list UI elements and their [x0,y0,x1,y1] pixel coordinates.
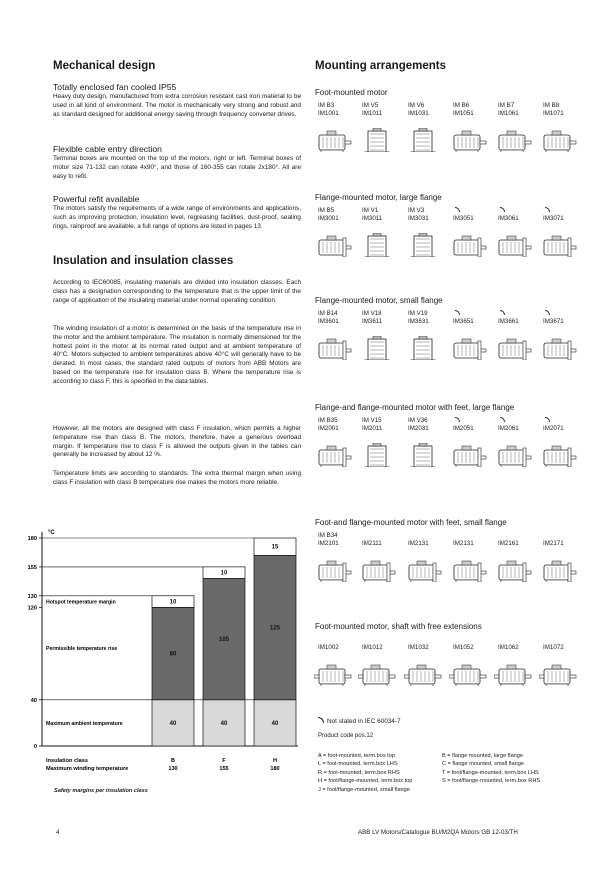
category-label: B [170,758,176,764]
not-stated-icon [455,417,460,422]
series-label: Permissible temperature rise [46,645,118,652]
refit-text: The motors satisfy the requirements of a wide range of environments and applications, such as improving protection, insulation level, regreasing facilities, dust-proof, sealing rings, rainproof are available, a full range of options are listed in pages 13. [53,205,301,230]
mounting-im-code: IM1011 [362,110,383,118]
motor-mounting-icon [404,128,442,152]
motor-mounting-icon [539,662,577,686]
mounting-code-label [408,207,429,224]
winding-temperature-label: 180 [270,766,280,772]
not-stated-text: Not stated in IEC 60034-7 [327,718,401,725]
mounting-code-label [362,310,382,327]
mounting-standard-code [408,532,429,540]
mounting-code-label [498,417,519,434]
mounting-standard-code [543,207,564,215]
mounting-im-code: IM2131 [408,540,429,548]
mounting-standard-code [543,417,564,425]
mounting-code-label [498,636,519,653]
motor-mounting-icon [449,443,487,467]
insulation-temperature-chart [28,514,310,776]
mounting-im-code: IM2051 [453,425,474,433]
mounting-im-code: IM2001 [318,425,339,433]
motor-mounting-icon [314,128,352,152]
mounting-code-label [362,636,383,653]
mounting-standard-code: IM V3 [408,207,425,214]
bar-value-label: 40 [220,720,228,727]
mechanical-design-title: Mechanical design [53,60,156,72]
motor-mounting-icon [539,443,577,467]
motor-mounting-icon [314,443,352,467]
not-stated-marker-icon [318,717,324,723]
motor-mounting-icon [358,336,396,360]
mounting-code-label [543,207,564,224]
mounting-code-label [362,102,382,119]
mounting-code-label [318,636,339,653]
mounting-code-label [362,417,382,434]
mounting-standard-code: IM B35 [318,417,338,424]
mounting-standard-code: IM V36 [408,417,428,424]
mounting-standard-code [408,636,429,644]
not-stated-icon [455,310,460,315]
motor-mounting-icon [358,558,396,582]
mounting-im-code: IM1051 [453,110,474,118]
y-tick-label: 0 [33,744,37,750]
motor-mounting-icon [449,128,487,152]
mounting-standard-code [362,636,383,644]
mounting-im-code: IM3611 [362,318,383,326]
motor-mounting-icon [358,443,396,467]
y-axis-unit: °C [48,530,55,536]
mounting-standard-code [453,417,474,425]
insulation-para-4: Temperature limits are according to standards. The extra thermal margin when using class F insulation with class B temperature rise makes the motors more reliable. [53,470,301,486]
motor-mounting-icon [494,336,532,360]
mounting-standard-code: IM B14 [318,310,338,317]
mounting-im-code: IM3631 [408,318,429,326]
mounting-code-label [362,532,382,549]
bar-value-label: 40 [169,720,177,727]
category-label: F [222,758,226,764]
legend-item: R = foot-mounted, term.box RHS [318,769,400,776]
motor-mounting-icon [494,128,532,152]
mounting-section-title: Foot-and flange-mounted motor with feet, small flange [315,518,507,527]
mounting-standard-code: IM B3 [318,102,335,109]
mounting-code-label [498,532,519,549]
winding-temperature-label: 155 [219,766,229,772]
mounting-standard-code [453,532,474,540]
mounting-code-label [318,207,339,224]
y-tick-label: 40 [30,697,37,704]
motor-mounting-icon [539,336,577,360]
mounting-section-title: Foot-mounted motor, shaft with free extensions [315,622,482,631]
motor-mounting-icon [314,558,352,582]
legend-item: J = foot/flange-mounted, small flange [318,786,410,793]
legend-item: A = foot-mounted, term.box top [318,753,395,759]
mounting-standard-code [453,636,474,644]
mounting-standard-code: IM V1 [362,207,379,214]
mounting-standard-code: IM V5 [362,102,379,109]
mounting-im-code: IM3661 [498,318,519,326]
mounting-code-label [498,310,519,327]
insulation-class-row-label: Insulation class [46,758,88,764]
motor-mounting-icon [404,662,442,686]
mounting-code-label [318,417,339,434]
mounting-code-label [543,310,564,327]
mounting-code-label [453,207,474,224]
bar-value-label: 125 [269,625,281,632]
refit-subtitle: Powerful refit available [53,194,140,204]
legend-item: H = foot/flange-mounted, term.box top [318,778,413,785]
ip55-text: Heavy duty design, manufactured from extra corrosion resistant cast iron material to be used in all kind of environment. The motor is mechanically very strong and robust and as standard designed for additional energy saving through frequency converter drives. [53,93,301,118]
mounting-code-label [543,417,564,434]
mounting-standard-code [543,636,564,644]
mounting-im-code: IM1071 [543,110,564,118]
series-label: Hotspot temperature margin [46,599,116,606]
mounting-code-label [498,207,519,224]
mounting-standard-code [453,207,474,215]
legend-item: B = flange mounted, large flange [442,753,524,759]
not-stated-icon [455,207,460,212]
motor-mounting-icon [404,336,442,360]
mounting-standard-code [498,636,519,644]
catalog-reference: ABB LV Motors/Catalogue BU/M2QA Motors GB 12-03/TH [358,829,518,836]
mounting-section-title: Flange-mounted motor, small flange [315,296,443,305]
mounting-code-label [408,102,429,119]
mounting-standard-code [318,636,339,644]
series-label: Maximum ambient temperature [46,720,123,727]
legend-item: C = flange mounted, small flange [442,761,524,768]
mounting-im-code: IM3071 [543,215,564,223]
mounting-im-code: IM1031 [408,110,429,118]
mounting-code-label [453,636,474,653]
mounting-standard-code [362,532,382,540]
mounting-code-label [408,636,429,653]
motor-mounting-icon [494,443,532,467]
motor-mounting-icon [314,233,352,257]
mounting-section-title: Flange-mounted motor, large flange [315,193,442,202]
legend-col-1 [318,752,412,794]
insulation-para-1: According to IEC60085, insulating materials are divided into insulation classes. Each class has a designation corresponding to the temperature that is the upper limit of the range of application of the insulating material under normal operating condition. [53,279,301,304]
legend-item: L = foot-mounted, term.box LHS [318,761,398,768]
mounting-im-code: IM2061 [498,425,519,433]
mounting-section-title: Flange-and flange-mounted motor with feet, large flange [315,403,515,412]
mounting-im-code: IM3601 [318,318,339,326]
motor-mounting-icon [449,558,487,582]
insulation-para-3: However, all the motors are designed with class F insulation, which permits a higher temperature rise than class B. The motors, therefore, have a generous overload margin. If temperature rise to class F is allowed the outputs given in the tables can generally be increased by about 12 %. [53,425,301,459]
motor-mounting-icon [404,443,442,467]
mounting-standard-code: IM V18 [362,310,382,317]
not-stated-icon [545,207,550,212]
motor-mounting-icon [314,336,352,360]
insulation-para-2: The winding insulation of a motor is determined on the basis of the temperature rise in the motor and the ambient temperature. The insulation is normally dimensioned for the hottest point in the motor at its normal rated output and at ambient temperature of 40°C. Motors subjected to ambient temperatures above 40°C will generally have to be derated. In most cases, the standard rated outputs of motors from ABB Motors are based on the temperature rise for insulation class B. Where the temperature rise is according to class F, this is specified in the data tables. [53,325,301,385]
mounting-code-label [453,102,474,119]
bar-value-label: 15 [271,544,279,551]
mounting-standard-code: IM V6 [408,102,425,109]
mounting-code-label [453,532,474,549]
mounting-im-code: IM3061 [498,215,519,223]
not-stated-icon [545,310,550,315]
mounting-im-code: IM2031 [408,425,429,433]
mounting-code-label [318,310,339,327]
mounting-code-label [318,102,339,119]
motor-mounting-icon [358,128,396,152]
motor-mounting-icon [494,558,532,582]
not-stated-icon [500,417,505,422]
mounting-im-code: IM2161 [498,540,519,548]
mounting-standard-code [453,310,474,318]
mounting-im-code: IM3001 [318,215,339,223]
mounting-im-code: IM1061 [498,110,519,118]
mounting-code-label [543,532,564,549]
motor-mounting-icon [404,558,442,582]
motor-mounting-icon [449,662,487,686]
mounting-im-code: IM2111 [362,540,382,548]
insulation-title: Insulation and insulation classes [53,255,234,267]
y-tick-label: 155 [28,564,37,571]
max-winding-row-label: Maximum winding temperature [46,766,129,772]
mounting-im-code: IM1052 [453,644,474,652]
mounting-im-code: IM3051 [453,215,474,223]
not-stated-icon [545,417,550,422]
y-tick-label: 180 [28,536,37,542]
y-tick-label: 130 [28,593,37,600]
mounting-standard-code [543,310,564,318]
motor-mounting-icon [449,233,487,257]
not-stated-icon [500,310,505,315]
bar-value-label: 105 [218,637,230,644]
mounting-section-title: Foot-mounted motor [315,88,388,97]
mounting-code-label [498,102,519,119]
mounting-standard-code: IM B34 [318,532,338,539]
mounting-title: Mounting arrangements [315,60,446,72]
bar-value-label: 10 [169,599,177,606]
not-stated-note [318,717,401,725]
motor-mounting-icon [358,233,396,257]
product-code-label: Product code pos.12 [318,733,374,739]
bar-value-label: 10 [220,570,228,577]
mounting-im-code: IM2101 [318,540,339,548]
not-stated-icon [500,207,505,212]
mounting-code-label [318,532,339,549]
mounting-im-code: IM2171 [543,540,564,548]
mounting-code-label [408,532,429,549]
mounting-standard-code: IM V19 [408,310,428,317]
motor-mounting-icon [539,233,577,257]
mounting-standard-code: IM B7 [498,102,515,109]
mounting-im-code: IM2011 [362,425,383,433]
mounting-im-code: IM3651 [453,318,474,326]
motor-mounting-icon [404,233,442,257]
flexible-entry-text: Terminal boxes are mounted on the top of the motors, right or left. Terminal boxes of motor size 71-132 can rotate 4x90°, and those of 160-355 can rotate 2x180°. All are easy to refit. [53,155,301,180]
motor-mounting-icon [358,662,396,686]
mounting-im-code: IM1002 [318,644,339,652]
mounting-standard-code [498,207,519,215]
motor-mounting-icon [539,128,577,152]
mounting-standard-code: IM B8 [543,102,560,109]
legend-item: S = foot/flange-mounted, term.box RHS [442,778,541,785]
mounting-standard-code [498,532,519,540]
mounting-im-code: IM3671 [543,318,564,326]
mounting-code-label [453,417,474,434]
mounting-standard-code [498,310,519,318]
bar-value-label: 80 [169,651,177,658]
mounting-im-code: IM1001 [318,110,339,118]
motor-mounting-icon [494,662,532,686]
legend-item: T = foot/flange-mounted, term.box LHS [442,769,539,776]
mounting-standard-code: IM V15 [362,417,382,424]
ip55-subtitle: Totally enclosed fan cooled IP55 [53,82,177,92]
page-number: 4 [56,829,60,836]
mounting-im-code: IM2071 [543,425,564,433]
mounting-im-code: IM1072 [543,644,564,652]
mounting-standard-code: IM B6 [453,102,470,109]
motor-mounting-icon [449,336,487,360]
winding-temperature-label: 130 [168,766,178,772]
mounting-im-code: IM1062 [498,644,519,652]
mounting-im-code: IM3031 [408,215,429,223]
flexible-entry-subtitle: Flexible cable entry direction [53,144,162,154]
motor-mounting-icon [314,662,352,686]
mounting-code-label [408,310,429,327]
category-label: H [272,758,278,764]
chart-caption: Safety margins per insulation class [54,788,148,794]
mounting-code-label [362,207,382,224]
mounting-standard-code: IM B5 [318,207,335,214]
motor-mounting-icon [494,233,532,257]
y-tick-label: 120 [28,605,37,612]
mounting-im-code: IM1032 [408,644,429,652]
bar-value-label: 40 [271,720,279,727]
mounting-im-code: IM3011 [362,215,383,223]
mounting-code-label [543,636,564,653]
mounting-standard-code [543,532,564,540]
mounting-code-label [453,310,474,327]
mounting-im-code: IM2131 [453,540,474,548]
mounting-standard-code [498,417,519,425]
legend-col-2 [442,752,540,786]
mounting-code-label [543,102,564,119]
motor-mounting-icon [539,558,577,582]
mounting-code-label [408,417,429,434]
mounting-im-code: IM1012 [362,644,383,652]
